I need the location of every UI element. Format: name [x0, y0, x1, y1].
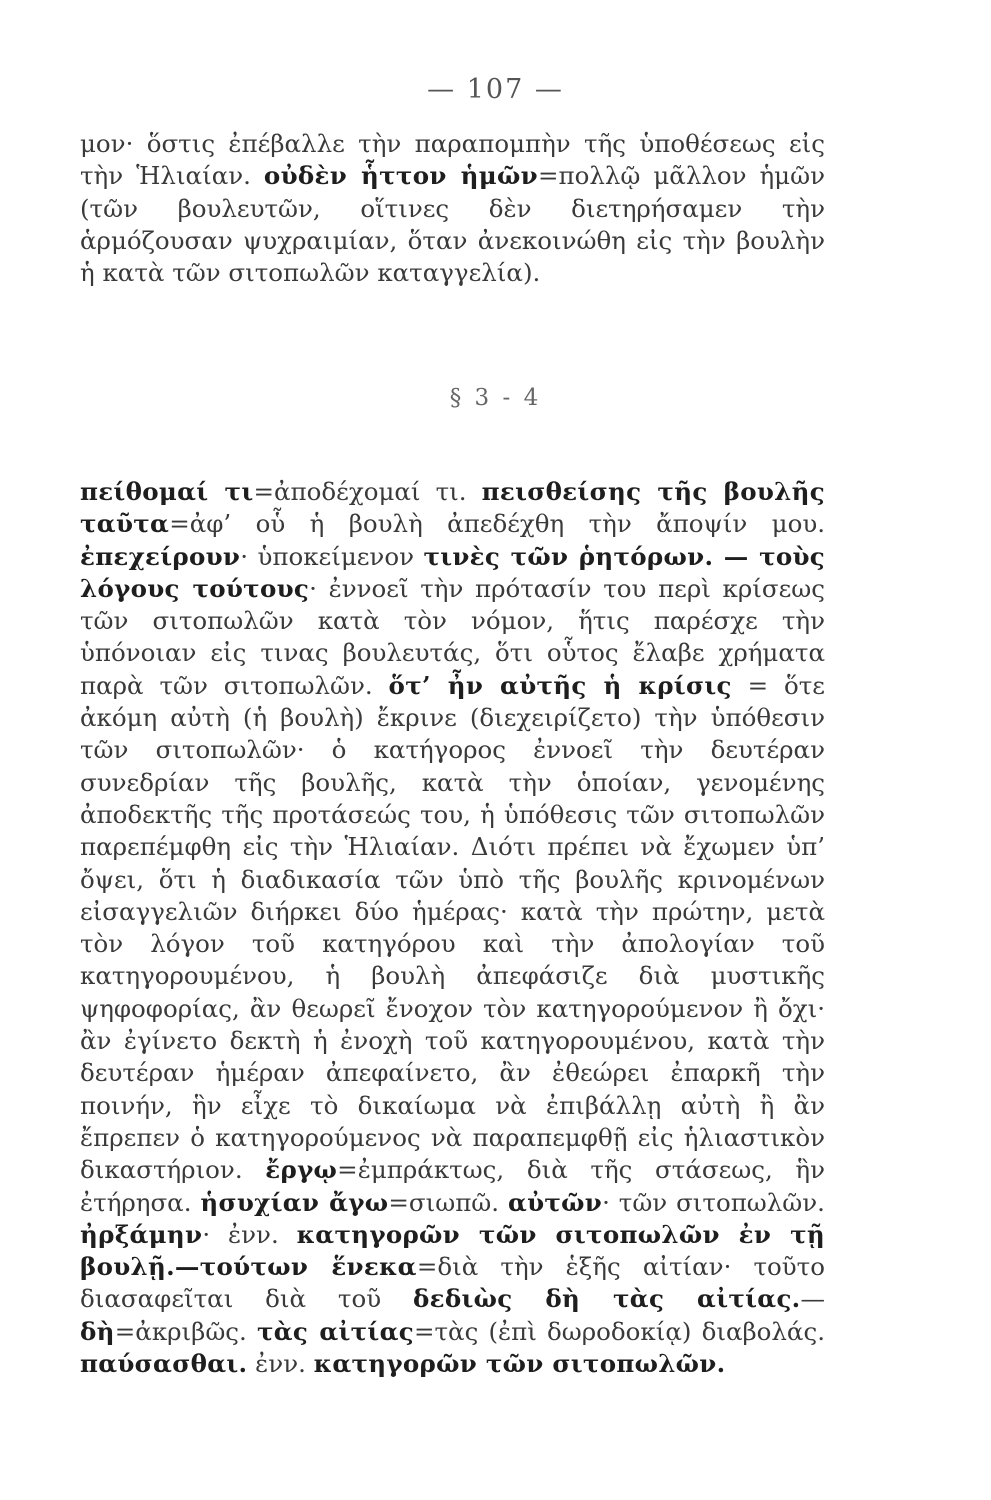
commentary-paragraph	[80, 476, 825, 1380]
section-heading: § 3 - 4	[449, 385, 542, 411]
text-run: · ἐνν.	[202, 1219, 297, 1249]
text-run: =ἐμπράκτως, διὰ τῆς στάσεως, ἣν ἐτήρησα.	[80, 1155, 825, 1217]
text-run: =τὰς (ἐπὶ δωροδοκίᾳ) διαβολάς.	[413, 1316, 825, 1346]
text-run: ἐνν.	[247, 1349, 314, 1379]
text-run: μον· ὅστις ἐπέβαλλε τὴν παραπομπὴν τῆς ὑποθέσεως εἰς τὴν Ἡλιαίαν.	[80, 129, 825, 191]
text-run: —	[800, 1284, 825, 1314]
bold-lemma: δὴ	[80, 1316, 115, 1346]
bold-lemma: κατηγορῶν τῶν σιτοπωλῶν ἐν τῇ βουλῇ.—τούτων ἕνεκα	[80, 1219, 826, 1282]
bold-lemma: κατηγορῶν τῶν σιτοπωλῶν.	[313, 1349, 726, 1379]
text-run: =διὰ τὴν ἑξῆς αἰτίαν· τοῦτο διασαφεῖται διὰ τοῦ	[80, 1252, 825, 1314]
text-run: =ἀποδέχομαί τι.	[253, 477, 482, 506]
text-run: =ἀφ’ οὗ ἡ βουλὴ ἀπεδέχθη τὴν ἄποψίν μου.	[169, 509, 825, 539]
bold-lemma: αὐτῶν	[507, 1187, 603, 1217]
bold-lemma: πεισθείσης τῆς βουλῆς ταῦτα	[80, 477, 825, 539]
bold-lemma: τὰς αἰτίας	[256, 1316, 414, 1346]
text-run: = ὅτε ἀκόμη αὐτὴ (ἡ βουλὴ) ἔκρινε (διεχειρίζετο) τὴν ὑπόθεσιν τῶν σιτοπωλῶν· ὁ κατήγορος ἐννοεῖ τὴν δευτέραν συνεδρίαν τῆς βουλῆς, κατὰ τὴν ὁποίαν, γενομένης ἀποδεκτῆς τῆς προτάσεώς του, ἡ ὑπόθεσις τῶν σιτοπωλῶν παρεπέμφθη εἰς τὴν Ἡλιαίαν. Διότι πρέπει νὰ ἔχωμεν ὑπ’ ὄψει, ὅτι ἡ διαδικασία τῶν ὑπὸ τῆς βουλῆς κρινομένων εἰσαγγελιῶν διήρκει δύο ἡμέρας· κατὰ τὴν πρώτην, μετὰ τὸν λόγον τοῦ κατηγόρου καὶ τὴν ἀπολογίαν τοῦ κατηγορουμένου, ἡ βουλὴ ἀπεφάσιζε διὰ μυστικῆς ψηφοφορίας, ἂν θεωρεῖ ἔνοχον τὸν κατηγορούμενον ἢ ὄχι· ἂν ἐγίνετο δεκτὴ ἡ ἐνοχὴ τοῦ κατηγορουμένου, κατὰ τὴν δευτέραν ἡμέραν ἀπεφαίνετο, ἂν ἐθεώρει ἐπαρκῆ τὴν ποινήν, ἣν εἶχε τὸ δικαίωμα νὰ ἐπιβάλλῃ αὐτὴ ἢ ἂν ἔπρεπεν ὁ κατηγορούμενος νὰ παραπεμφθῇ εἰς ἡλιαστικὸν δικαστήριον.	[80, 670, 825, 1185]
page-number: — 107 —	[427, 74, 564, 105]
bold-lemma: οὐδὲν ἧττον ἡμῶν	[263, 161, 538, 191]
text-run: =πολλῷ μᾶλλον ἡμῶν (τῶν βουλευτῶν, οἵτινες δὲν διετηρήσαμεν τὴν ἁρμόζουσαν ψυχραιμίαν, ὅταν ἀνεκοινώθη εἰς τὴν βουλὴν ἡ κατὰ τῶν σιτοπωλῶν καταγγελία).	[80, 161, 825, 288]
paragraph-continuation	[80, 128, 825, 289]
bold-lemma: τινὲς τῶν ῥητόρων. — τοὺς λόγους τούτους	[80, 541, 826, 603]
text-run: · τῶν σιτοπωλῶν.	[602, 1187, 825, 1217]
bold-lemma: πείθομαί τι	[80, 477, 254, 506]
text-run: =ἀκριβῶς.	[114, 1316, 257, 1346]
bold-lemma: παύσασθαι.	[80, 1349, 248, 1379]
bold-lemma: δεδιὼς δὴ τὰς αἰτίας.	[412, 1284, 801, 1314]
bold-lemma: ἔργῳ	[265, 1155, 338, 1185]
text-run: · ἐννοεῖ τὴν πρότασίν του περὶ κρίσεως τῶν σιτοπωλῶν κατὰ τὸν νόμον, ἥτις παρέσχε τὴν ὑπόνοιαν εἰς τινας βουλευτάς, ὅτι οὗτος ἔλαβε χρήματα παρὰ τῶν σιτοπωλῶν.	[80, 573, 825, 700]
bold-lemma: ὅτ’ ἦν αὐτῆς ἡ κρίσις	[388, 670, 732, 700]
text-run: =σιωπῶ.	[388, 1187, 508, 1217]
bold-lemma: ἠρξάμην	[80, 1219, 203, 1249]
bold-lemma: ἐπεχείρουν	[80, 541, 241, 571]
bold-lemma: ἡσυχίαν ἄγω	[200, 1187, 389, 1217]
text-run: · ὑποκείμενον	[240, 541, 424, 571]
